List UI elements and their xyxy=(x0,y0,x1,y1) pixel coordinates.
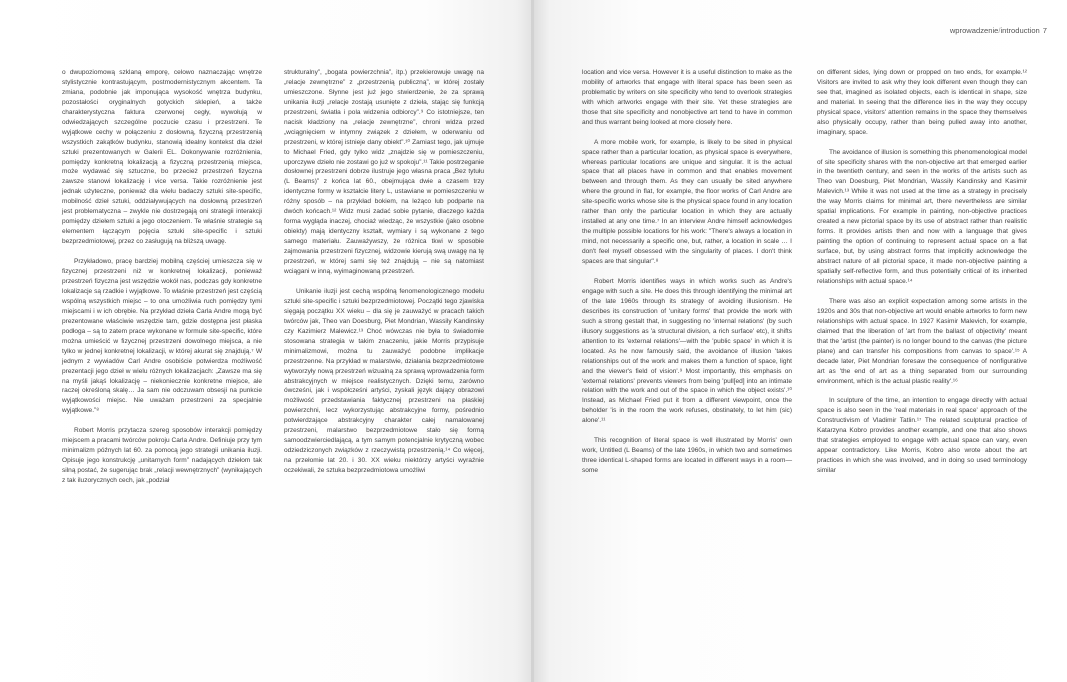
paragraph: location and vice versa. However it is a useful distinction to make as the mobility of artworks that engage with literal space has been seen as problematic by writers on site specificity who tend to overlook strategies with which artworks engage with their site. Yet these strategies are those that site specificity and nonobjective art tend to have in common and thus warrant being looked at more closely here. xyxy=(582,68,792,126)
paragraph: strukturalny”, „bogata powierzchnia”, itp.) przekierowuje uwagę na „relacje zewnętrzne” z „przestrzenią publiczną”, w której zostały umieszczone. Słynne jest już jego stwierdzenie, że za sprawą unikania iluzji „relacje zostają usunięte z dzieła, stając się funkcją przestrzeni, światła i pola widzenia odbiorcy”.⁹ Co istotniejsze, ten nacisk kładziony na „relacje zewnętrzne”, chroni widza przed „wciągnięciem w intymny związek z dziełem, w oderwaniu od przestrzeni, w której istnieje dany obiekt”.¹⁰ Zamiast tego, jak ujmuje to Michael Fried, gdy tylko widz „znajdzie się w pomieszczeniu, uporczywe dzieło nie zostawi go już w spokoju”.¹¹ Takie postrzeganie dosłownej przestrzeni dobrze ilustruje jego własna praca „Bez tytułu (L Beams)” z końca lat 60., obejmująca dwie a czasem trzy identyczne formy w kształcie litery L, ustawiane w pomieszczeniu w różny sposób – na przykład bokiem, na leżąco lub podparte na dwóch końcach.¹² Widz musi zadać sobie pytanie, dlaczego każda forma wygląda inaczej, chociaż wiedząc, że wszystkie (jako osobne obiekty) mają identyczny kształt, wymiary i są wykonane z tego samego materiału. Zauważywszy, że różnica tkwi w sposobie zajmowania przestrzeni fizycznej, widzowie kierują swą uwagę na tę przestrzeń, w której sami się też znajdują – nie są natomiast wciągani w inną, wyimaginowaną przestrzeń. xyxy=(284,68,484,276)
running-header xyxy=(950,26,1047,35)
paragraph: on different sides, lying down or propped on two ends, for example.¹² Visitors are invited to ask why they look different even though they can see that, imagined as isolated objects, each is identical in shape, size and material. In seeing that the difference lies in the way they occupy physical space, visitors' attention remains in the space they themselves also physically occupy, rather than being pulled away into another, imaginary, space. xyxy=(817,68,1027,136)
paragraph: The avoidance of illusion is something this phenomenological model of site specificity shares with the non-objective art that emerged earlier in the twentieth century, and seen in the works of the artists such as Theo van Doesburg, Piet Mondrian, Wassily Kandinsky and Kasimir Malevich.¹³ While it was not used at the time as a strategy in precisely the way Morris claims for minimal art, there nevertheless are similar spatial implications. For example in painting, non-objective practices created a new pictorial space by its use of abstract rather than realistic forms. It provides artists then and now with a language that gives painting the option of continuing to represent actual space on a flat surface, but, by using abstract forms that implicitly acknowledge the abstract nature of all pictorial space, it made non-objective painting a spatially self-reflective form, and thus potentially critical of its inherited relationships with actual space.¹⁴ xyxy=(817,148,1027,285)
page-number: 7 xyxy=(1042,26,1047,35)
left-page xyxy=(0,0,532,682)
paragraph: There was also an explicit expectation among some artists in the 1920s and 30s that non-objective art would enable artworks to form new relationships with actual space. In 1927 Kasimir Malevich, for example, claimed that the liberation of 'art from the ballast of objectivity' meant that the 'artist (the painter) is no longer bound to the canvas (the picture plane) and can transfer his compositions from canvas to space'.¹⁵ A decade later, Piet Mondrian foresaw the consequence of nonfigurative art as 'the end of art as a thing separated from our surrounding environment, which is the actual plastic reality'.¹⁶ xyxy=(817,297,1027,385)
header-separator: / xyxy=(998,26,1001,35)
header-section-en: introduction xyxy=(1000,26,1040,35)
paragraph: Unikanie iluzji jest cechą wspólną fenomenologicznego modelu sztuki site-specific i sztuki bezprzedmiotowej. Początki tego zjawiska sięgają początku XX wieku – dla się je zauważyć w pracach takich twórców jak, Theo van Doesburg, Piet Mondrian, Wassily Kandinsky czy Kazimierz Malewicz.¹³ Choć wówczas nie była to świadomie stosowana strategia w takim znaczeniu, jakie Morris przypisuje minimalizmowi, można tu zauważyć podobne implikacje przestrzenne. Na przykład w malarstwie, działania bezprzedmiotowe wytworzyły nową przestrzeń wizualną za sprawą wprowadzenia form abstrakcyjnych w miejsce realistycznych. Dzięki temu, zarówno ówcześni, jak i współcześni artyści, zyskali język dający obrazowi możliwość przedstawiania faktycznej przestrzeni na płaskiej powierzchni, lecz wykorzystując abstrakcyjne formy, pośrednio potwierdzające abstrakcyjny charakter całej namalowanej przestrzeni, malarstwo bezprzedmiotowe stało się formą samoodzwierciedlającą, a tym samym potencjalnie krytyczną wobec odziedziczonych związków z rzeczywistą przestrzenią.¹⁴ Co więcej, na przełomie lat 20. i 30. XX wieku niektórzy artyści wyraźnie oczekiwali, że sztuka bezprzedmiotowa umożliwi xyxy=(284,287,484,475)
english-text-column-1 xyxy=(582,58,792,486)
paragraph: Robert Morris przytacza szereg sposobów interakcji pomiędzy miejscem a pracami twórców pokroju Carla Andre. Definiuje przy tym minimalizm późnych lat 60. za pomocą jego strategii unikania iluzji. Opisuje jego konstrukcję „unitarnych form” nadających dziełom tak silną postać, że sugerując brak „relacji wewnętrznych” (wynikających z tak iluzorycznych cech, jak „podział xyxy=(62,427,262,485)
header-section: wprowadzenie xyxy=(949,26,999,35)
polish-text-column-2 xyxy=(284,58,484,486)
paragraph: Przykładowo, pracę bardziej mobilną częściej umieszcza się w fizycznej przestrzeni niż w konkretnej lokalizacji, ponieważ przestrzeń fizyczna jest wszędzie wokół nas, podczas gdy konkretne lokalizacje są rzadkie i wyjątkowe. To właśnie przestrzeń jest częścią wspólną wszystkich miejsc – to ona umożliwia ruch pomiędzy tymi miejscami i w ich obrębie. Na przykład dzieła Carla Andre mogą być prezentowane właściwie wszędzie tam, gdzie dostępna jest płaska podłoga – są to zatem prace wykonane w formule site-specific, które można umieścić w fizycznej przestrzeni dowolnego miejsca, a nie tylko w jednej konkretnej lokalizacji, w której akurat się znajdują.⁷ W jednym z wywiadów Carl Andre osobiście potwierdza możliwość prezentacji jego dzieł w wielu różnych lokalizacjach: „Zawsze ma się na myśli jakąś lokalizację – niekoniecznie konkretne miejsce, ale raczej określoną skalę… Ja sam nie odczuwam obsesji na punkcie wyjątkowości miejsc. Nie uważam przestrzeni za specjalnie wyjątkowe.”⁸ xyxy=(62,258,262,415)
polish-text-column-1 xyxy=(62,58,262,496)
paragraph: o dwupoziomową szklaną emporę, celowo naznaczając wnętrze stylistycznie kontrastującym, postmodernistycznym akcentem. Ta zmiana, podobnie jak imponująca wysokość wnętrza budynku, pozostałości oryginalnych gotyckich sklepień, a także charakterystyczna faktura czerwonej cegły, wywołują w odwiedzających szczególne poczucie czasu i przestrzeni. Te wyjątkowe cechy w połączeniu z dosłowną, fizyczną przestrzenią wszystkich zakątków budynku, stanowią idealny kontekst dla dzieł sztuki prezentowanych w Galerii EL. Dokonywanie rozróżnienia, pomiędzy konkretną lokalizacją a fizyczną przestrzenią miejsca, może wydawać się sztuczne, bo przecież przestrzeń fizyczna zawsze stanowi lokalizację i vice versa. Takie rozróżnienie jest jednak użyteczne, ponieważ dla wielu badaczy sztuki site-specific, mobilność dzieł sztuki, oddziaływujących na dosłowną przestrzeń jest problematyczna – zwykle nie dostrzegają oni strategii interakcji pomiędzy dziełem sztuki a jego otoczeniem. Te właśnie strategie są elementem łączącym pojęcia sztuki site-specific i sztuki bezprzedmiotowej, przez co zasługują na bliższą uwagę. xyxy=(62,68,262,246)
english-text-column-2 xyxy=(817,58,1027,486)
paragraph: This recognition of literal space is well illustrated by Morris' own work, Untitled (L Beams) of the late 1960s, in which two and sometimes three identical L-shaped forms are located in different ways in a room—some xyxy=(582,437,792,475)
paragraph: In sculpture of the time, an intention to engage directly with actual space is also seen in the 'real materials in real space' approach of the Constructivism of Vladimir Tatlin.¹⁷ The related sculptural practice of Katarzyna Kobro provides another example, and one that also shows that strategies employed to engage with actual space can vary, even appear contradictory. Like Morris, Kobro also wrote about the art practices in which she was involved, and in doing so used terminology similar xyxy=(817,397,1027,475)
paragraph: Robert Morris identifies ways in which works such as Andre's engage with such a site. He does this through identifying the minimal art of the late 1960s through its strategy of avoiding illusionism. He describes its construction of 'unitary forms' that provide the work with such a strong gestalt that, in suggesting no 'internal relations' (by such illusory suggestions as 'a structural division, a rich surface' etc), it shifts attention to its 'external relations'—with the 'public space' in which it is located. As he now famously said, the avoidance of illusion 'takes relationships out of the work and makes them a function of space, light and the viewer's field of vision'.⁹ Most importantly, this emphasis on 'external relations' prevents viewers from being 'pull[ed] into an intimate relation with the work and out of the space in which the object exists'.¹⁰ Instead, as Michael Fried put it from a different viewpoint, once the beholder 'is in the room the work refuses, obstinately, to let him (sic) alone'.¹¹ xyxy=(582,277,792,425)
paragraph: A more mobile work, for example, is likely to be sited in physical space rather than a particular location, as physical space is everywhere, whereas particular locations are unique and singular. It is the actual space that all places have in common and that enables movement between and through them. As they can usually be sited anywhere where the ground in flat, for example, the floor works of Carl Andre are site-specific works whose site is the physical space found in any location rather than only the particular location in which they are actually installed at any one time.⁷ In an interview Andre himself acknowledges the multiple possible locations for his work: "There's always a location in mind, not necessarily a specific one, but, rather, a location in scale … I don't feel myself obsessed with the singularity of places. I don't think spaces are that singular".⁸ xyxy=(582,138,792,266)
